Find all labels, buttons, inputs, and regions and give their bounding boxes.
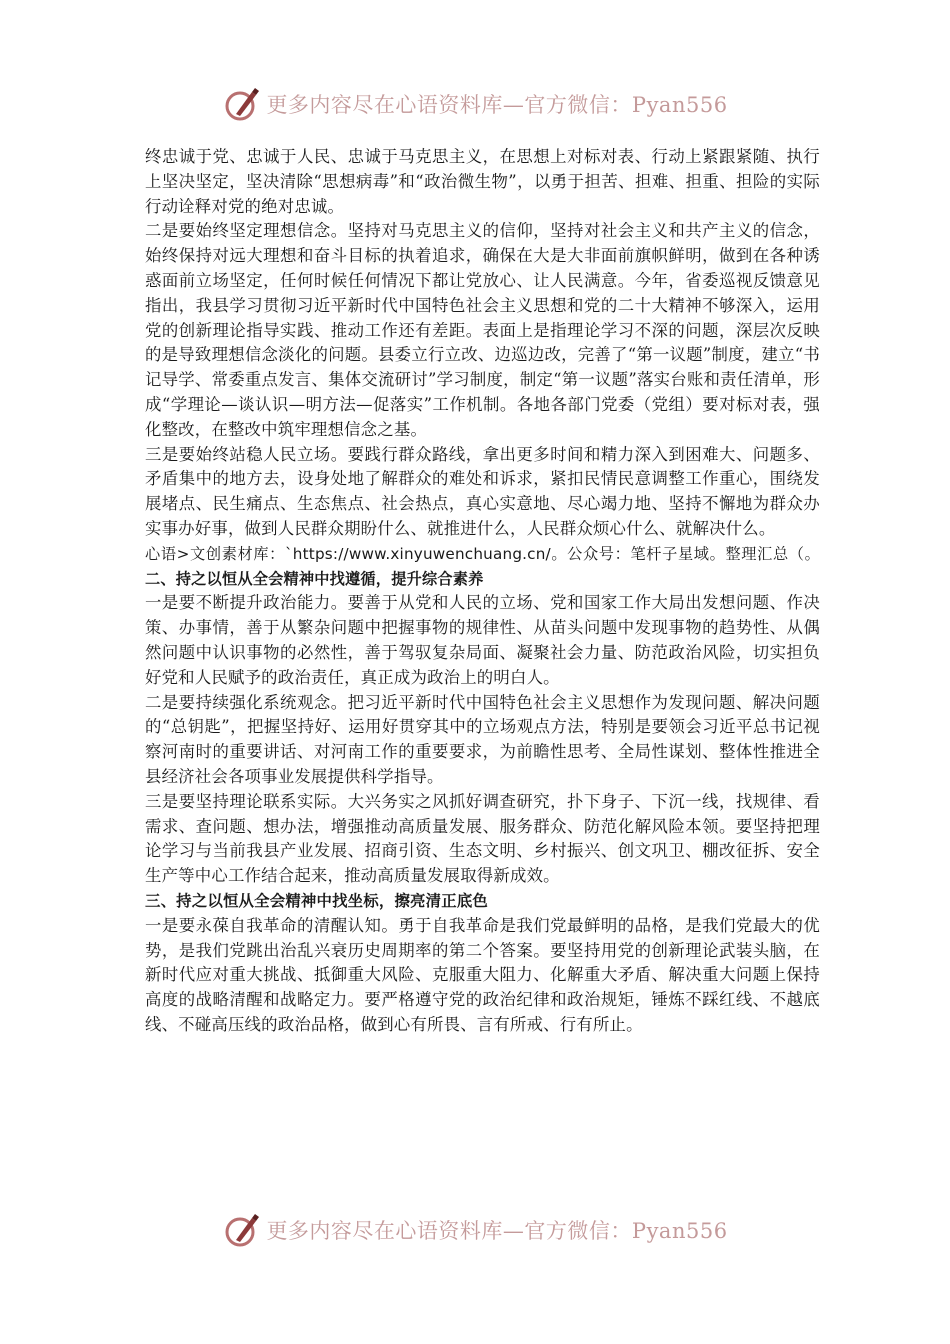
section-heading-3: 三、持之以恒从全会精神中找坐标，擦亮清正底色 [145,891,488,910]
source-note-with-heading [145,542,820,592]
footer-watermark-text: 更多内容尽在心语资料库—官方微信：Pyan556 [266,1219,728,1243]
paragraph-loyalty: 终忠诚于党、忠诚于人民、忠诚于马克思主义，在思想上对标对表、行动上紧跟紧随、执行上坚决坚定，坚决清除“思想病毒”和“政治微生物”，以勇于担苦、担难、担重、担险的实际行动诠释对党的绝对忠诚。 [145,147,820,216]
footer-watermark-banner [0,1208,950,1252]
paragraph-self-revolution: 一是要永葆自我革命的清醒认知。勇于自我革命是我们党最鲜明的品格，是我们党最大的优势，是我们党跳出治乱兴衰历史周期率的第二个答案。要坚持用党的创新理论武装头脑，在新时代应对重大挑战、抵御重大风险、克服重大阻力、化解重大矛盾、解决重大问题上保持高度的战略清醒和战略定力。要严格遵守党的政治纪律和政治规矩，锤炼不踩红线、不越底线、不碰高压线的政治品格，做到心有所畏、言有所戒、行有所止。 [145,915,820,1034]
header-watermark-banner [0,82,950,126]
paragraph-people-stance: 三是要始终站稳人民立场。要践行群众路线，拿出更多时间和精力深入到困难大、问题多、矛盾集中的地方去，设身处地了解群众的难处和诉求，紧扣民情民意调整工作重心，围绕发展堵点、民生痛点、生态焦点、社会热点，真心实意地、尽心竭力地、坚持不懈地为群众办实事办好事，做到人民群众期盼什么、就推进什么，人民群众烦心什么、就解决什么。 [145,444,820,538]
document-body [145,145,820,1038]
paragraph-political-ability: 一是要不断提升政治能力。要善于从党和人民的立场、党和国家工作大局出发想问题、作决策、办事情，善于从繁杂问题中把握事物的规律性、从苗头问题中发现事物的趋势性、从偶然问题中认识事物的必然性，善于驾驭复杂局面、凝聚社会力量、防范政治风险，切实担负好党和人民赋予的政治责任，真正成为政治上的明白人。 [145,593,820,687]
section-heading-2: 二、持之以恒从全会精神中找遵循，提升综合素养 [145,569,484,588]
paragraph-ideals: 二是要始终坚定理想信念。坚持对马克思主义的信仰，坚持对社会主义和共产主义的信念，始终保持对远大理想和奋斗目标的执着追求，确保在大是大非面前旗帜鲜明，做到在各种诱惑面前立场坚定，任何时候任何情况下都让党放心、让人民满意。今年，省委巡视反馈意见指出，我县学习贯彻习近平新时代中国特色社会主义思想和党的二十大精神不够深入，运用党的创新理论指导实践、推动工作还有差距。表面上是指理论学习不深的问题，深层次反映的是导致理想信念淡化的问题。县委立行立改、边巡边改，完善了“第一议题”制度，建立“书记导学、常委重点发言、集体交流研讨”学习制度，制定“第一议题”落实台账和责任清单，形成“学理论—谈认识—明方法—促落实”工作机制。各地各部门党委（党组）要对标对表，强化整改，在整改中筑牢理想信念之基。 [145,221,820,439]
header-watermark-text: 更多内容尽在心语资料库—官方微信：Pyan556 [266,93,728,117]
paragraph-system-thinking: 二是要持续强化系统观念。把习近平新时代中国特色社会主义思想作为发现问题、解决问题的“总钥匙”，把握坚持好、运用好贯穿其中的立场观点方法，特别是要领会习近平总书记视察河南时的重要讲话、对河南工作的重要要求，为前瞻性思考、全局性谋划、整体性推进全县经济社会各项事业发展提供科学指导。 [145,692,820,786]
pen-circle-logo-icon [222,1210,262,1250]
source-note: 心语>文创素材库：`https://www.xinyuwenchuang.cn/。公众号：笔杆子星域。整理汇总（。 [145,544,820,563]
paragraph-theory-practice: 三是要坚持理论联系实际。大兴务实之风抓好调查研究，扑下身子、下沉一线，找规律、看需求、查问题、想办法，增强推动高质量发展、服务群众、防范化解风险本领。要坚持把理论学习与当前我县产业发展、招商引资、生态文明、乡村振兴、创文巩卫、棚改征拆、安全生产等中心工作结合起来，推动高质量发展取得新成效。 [145,791,820,886]
pen-circle-logo-icon [222,84,262,124]
